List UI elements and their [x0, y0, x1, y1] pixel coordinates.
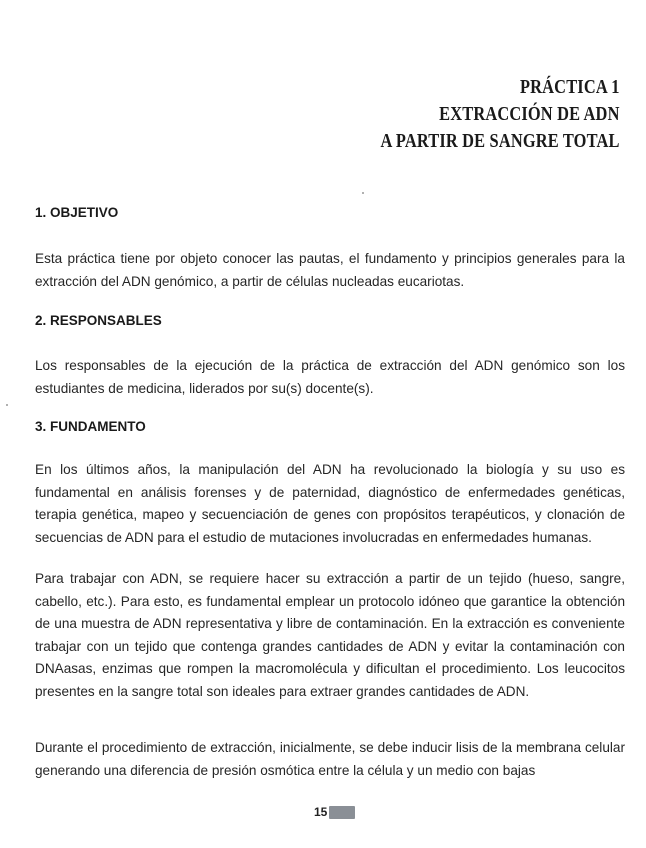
section-heading-objetivo: 1. OBJETIVO — [35, 205, 119, 220]
page-footer — [314, 803, 355, 821]
paragraph-objetivo: Esta práctica tiene por objeto conocer las pautas, el fundamento y principios generales para la extracción del ADN genómico, a partir de células nucleadas eucariotas. — [35, 251, 625, 289]
section-heading-responsables: 2. RESPONSABLES — [35, 313, 162, 328]
section-heading-fundamento: 3. FUNDAMENTO — [35, 419, 146, 434]
paragraph-fundamento-2: Para trabajar con ADN, se requiere hacer su extracción a partir de un tejido (hueso, sangre, cabello, etc.). Para esto, es fundamental emplear un protocolo idóneo que garantice la obtención de una muestra de ADN representativa y libre de contaminación. En la extracción es conveniente trabajar con un tejido que contenga grandes cantidades de ADN y evitar la contaminación con DNAasas, enzimas que rompen la macromolécula y dificultan el procedimiento. Los leucocitos presentes en la sangre total son ideales para extraer grandes cantidades de ADN. — [35, 571, 625, 699]
paragraph-fundamento-3: Durante el procedimiento de extracción, inicialmente, se debe inducir lisis de la membrana celular generando una diferencia de presión osmótica entre la célula y un medio con bajas — [35, 740, 625, 778]
scan-speck — [362, 192, 364, 194]
title-line-extraction: EXTRACCIÓN DE ADN — [439, 103, 620, 125]
title-line-source: A PARTIR DE SANGRE TOTAL — [380, 130, 620, 152]
paragraph-responsables: Los responsables de la ejecución de la práctica de extracción del ADN genómico son los estudiantes de medicina, liderados por su(s) docente(s). — [35, 358, 625, 396]
page-number-tab-decoration — [329, 806, 355, 819]
page-number: 15 — [314, 805, 328, 819]
title-line-practice: PRÁCTICA 1 — [520, 76, 620, 98]
scan-speck — [6, 404, 8, 406]
practice-title — [381, 74, 620, 155]
paragraph-fundamento-1: En los últimos años, la manipulación del ADN ha revolucionado la biología y su uso es fundamental en análisis forenses y de paternidad, diagnóstico de enfermedades genéticas, terapia genética, mapeo y secuenciación de genes con propósitos terapéuticos, y clonación de secuencias de ADN para el estudio de mutaciones involucradas en enfermedades humanas. — [35, 462, 625, 545]
